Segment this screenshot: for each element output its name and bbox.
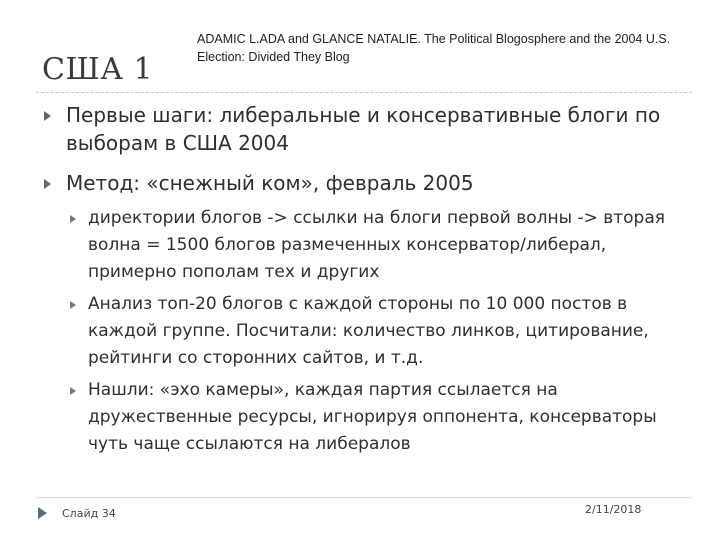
slide-title: США 1 xyxy=(42,52,154,87)
sub-bullet-arrow-icon xyxy=(70,215,76,223)
sub-bullet-item: Нашли: «эхо камеры», каждая партия ссылается на дружественные ресурсы, игнорируя оппонента, консерваторы чуть чаще ссылаются на либералов xyxy=(88,380,657,454)
header-divider xyxy=(36,92,692,93)
bullet-item: Первые шаги: либеральные и консервативные блоги по выборам в США 2004 xyxy=(66,103,661,155)
bullet-arrow-icon xyxy=(44,111,51,121)
bullet-item: Метод: «снежный ком», февраль 2005 xyxy=(66,171,474,195)
sub-bullet-arrow-icon xyxy=(70,301,76,309)
bullet-arrow-icon xyxy=(44,179,51,189)
sub-bullet-arrow-icon xyxy=(70,387,76,395)
footer-arrow-icon xyxy=(38,507,47,519)
citation: ADAMIC L.ADA and GLANCE NATALIE. The Political Blogosphere and the 2004 U.S. Election: Divided They Blog xyxy=(197,32,671,64)
sub-bullet-item: директории блогов -> ссылки на блоги первой волны -> вторая волна = 1500 блогов размеченных консерватор/либерал, примерно пополам тех и других xyxy=(88,208,665,282)
footer-divider xyxy=(36,497,692,498)
sub-bullet-item: Анализ топ-20 блогов с каждой стороны по 10 000 постов в каждой группе. Посчитали: количество линков, цитирование, рейтинги со сторонних сайтов, и т.д. xyxy=(88,294,649,368)
slide-date: 2/11/2018 xyxy=(585,503,642,516)
slide-number: Слайд 34 xyxy=(62,507,116,520)
